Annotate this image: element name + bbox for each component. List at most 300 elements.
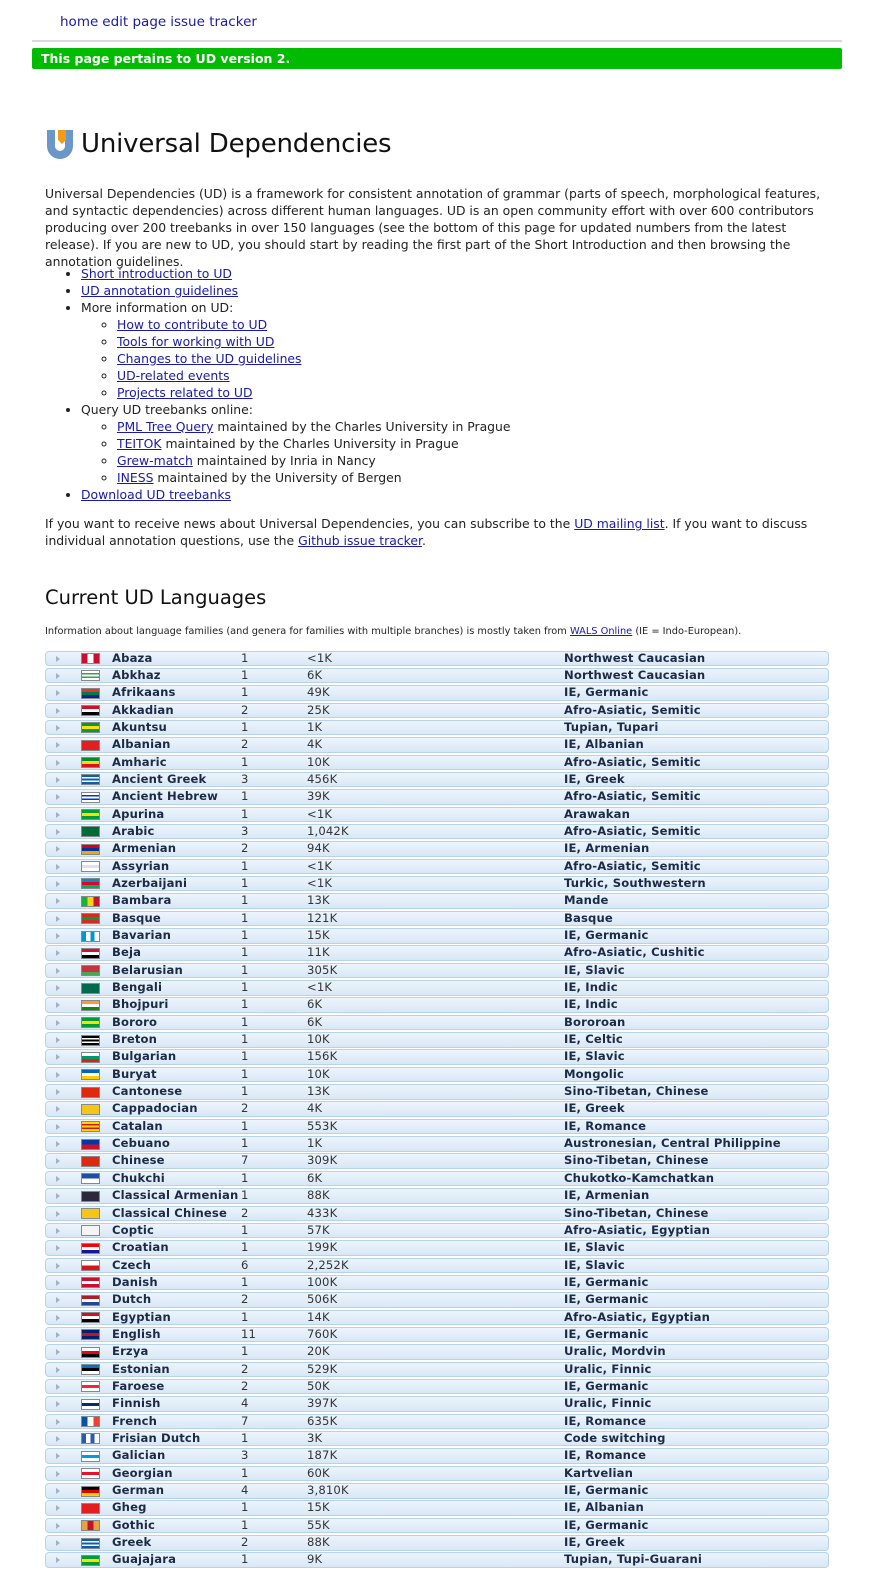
flag-icon (81, 1416, 100, 1427)
token-size: 305K (307, 962, 338, 977)
language-name: Cebuano (112, 1136, 171, 1151)
language-row[interactable] (45, 893, 829, 909)
token-size: 10K (307, 1066, 330, 1081)
flag-icon (81, 861, 100, 872)
flag-icon (81, 1295, 100, 1306)
language-row[interactable] (45, 963, 829, 979)
token-size: 3,810K (307, 1483, 349, 1497)
language-family: Tupian, Tupari (564, 719, 659, 734)
treebank-count: 1 (241, 685, 249, 700)
flag-icon (81, 1121, 100, 1132)
language-name: Abaza (112, 650, 153, 665)
token-size: 4K (307, 737, 323, 752)
expand-arrow-icon[interactable] (56, 1211, 60, 1217)
info-text-2: (IE = Indo-European). (632, 626, 742, 637)
treebank-count: 1 (241, 1309, 249, 1324)
nav-divider (32, 40, 842, 42)
language-row[interactable] (45, 807, 829, 823)
token-size: 11K (307, 945, 330, 960)
language-row[interactable] (45, 1518, 829, 1534)
token-size: 553K (307, 1118, 338, 1133)
flag-icon (81, 1243, 100, 1254)
language-row[interactable] (45, 945, 829, 961)
language-row[interactable] (45, 1448, 829, 1464)
token-size: 10K (307, 754, 330, 769)
language-row[interactable] (45, 911, 829, 927)
language-name: Amharic (112, 754, 167, 769)
token-size: 6K (307, 1170, 323, 1185)
language-family: Mande (564, 893, 609, 908)
expand-arrow-icon[interactable] (56, 1557, 60, 1563)
flag-icon (81, 792, 100, 803)
language-row[interactable] (45, 1500, 829, 1516)
expand-arrow-icon[interactable] (56, 1436, 60, 1442)
language-name: Abkhaz (112, 667, 161, 682)
expand-arrow-icon[interactable] (56, 1193, 60, 1199)
language-name: Arabic (112, 823, 155, 838)
language-family: IE, Germanic (564, 1517, 649, 1532)
language-row[interactable] (45, 772, 829, 788)
language-family: IE, Slavic (564, 1240, 625, 1255)
language-row[interactable] (45, 1292, 829, 1308)
language-name: Basque (112, 910, 161, 925)
language-name: Bambara (112, 893, 172, 908)
flag-icon (81, 896, 100, 907)
treebank-count: 2 (241, 1292, 249, 1307)
language-family: Afro-Asiatic, Semitic (564, 702, 701, 717)
expand-arrow-icon[interactable] (56, 1471, 60, 1477)
expand-arrow-icon[interactable] (56, 916, 60, 922)
token-size: 10K (307, 1032, 330, 1047)
treebank-count: 1 (241, 1014, 249, 1029)
flag-icon (81, 878, 100, 889)
language-row[interactable] (45, 1240, 829, 1256)
token-size: 6K (307, 667, 323, 682)
token-size: 635K (307, 1413, 338, 1428)
language-name: Bulgarian (112, 1049, 177, 1064)
expand-arrow-icon[interactable] (56, 1453, 60, 1459)
expand-arrow-icon[interactable] (56, 1540, 60, 1546)
language-name: Classical Armenian (112, 1188, 239, 1203)
language-family: IE, Slavic (564, 1049, 625, 1064)
language-row[interactable] (45, 737, 829, 753)
news-paragraph (45, 515, 835, 549)
language-row[interactable] (45, 685, 829, 701)
flag-icon (81, 1087, 100, 1098)
language-family: IE, Slavic (564, 1257, 625, 1272)
language-family: IE, Greek (564, 771, 625, 786)
expand-arrow-icon[interactable] (56, 1002, 60, 1008)
language-row[interactable] (45, 1379, 829, 1395)
language-name: English (112, 1326, 161, 1341)
treebank-count: 1 (241, 997, 249, 1012)
language-family: Turkic, Southwestern (564, 875, 706, 890)
language-family: Uralic, Mordvin (564, 1344, 666, 1359)
language-family: Bororoan (564, 1014, 626, 1029)
flag-icon (81, 809, 100, 820)
pml-desc: maintained by the Charles University in Prague (213, 419, 511, 434)
language-name: Breton (112, 1032, 158, 1047)
language-name: Catalan (112, 1118, 163, 1133)
language-family: IE, Indic (564, 997, 618, 1012)
flag-icon (81, 1156, 100, 1167)
news-text-3: . (421, 533, 426, 548)
language-name: Georgian (112, 1465, 173, 1480)
treebank-count: 4 (241, 1396, 249, 1411)
language-row[interactable] (45, 1101, 829, 1117)
language-family: Uralic, Finnic (564, 1361, 652, 1376)
language-name: Bengali (112, 980, 163, 995)
expand-arrow-icon[interactable] (56, 777, 60, 783)
language-family: IE, Romance (564, 1413, 647, 1428)
expand-arrow-icon[interactable] (56, 1523, 60, 1529)
token-size: <1K (307, 650, 333, 665)
short-intro-link[interactable]: Short introduction to UD (81, 266, 232, 281)
expand-arrow-icon[interactable] (56, 690, 60, 696)
treebank-count: 7 (241, 1413, 249, 1428)
language-family: IE, Armenian (564, 1188, 650, 1203)
version-banner: This page pertains to UD version 2. (32, 48, 842, 69)
token-size: 760K (307, 1326, 338, 1341)
grew-link[interactable]: Grew-match (117, 453, 193, 468)
flag-icon (81, 983, 100, 994)
language-name: Czech (112, 1257, 151, 1272)
flag-icon (81, 1208, 100, 1219)
language-family: Afro-Asiatic, Semitic (564, 823, 701, 838)
language-family: IE, Germanic (564, 685, 649, 700)
language-family: Afro-Asiatic, Semitic (564, 754, 701, 769)
expand-arrow-icon[interactable] (56, 673, 60, 679)
flag-icon (81, 670, 100, 681)
expand-arrow-icon[interactable] (56, 794, 60, 800)
language-row[interactable] (45, 789, 829, 805)
changes-link[interactable]: Changes to the UD guidelines (117, 351, 302, 366)
language-row[interactable] (45, 651, 829, 667)
language-row[interactable] (45, 1414, 829, 1430)
treebank-count: 6 (241, 1257, 249, 1272)
treebank-count: 1 (241, 858, 249, 873)
expand-arrow-icon[interactable] (56, 1072, 60, 1078)
token-size: 6K (307, 1014, 323, 1029)
expand-arrow-icon[interactable] (56, 1488, 60, 1494)
grew-desc: maintained by Inria in Nancy (192, 453, 376, 468)
token-size: 13K (307, 893, 330, 908)
expand-arrow-icon[interactable] (56, 1054, 60, 1060)
language-row[interactable] (45, 1431, 829, 1447)
language-family: Uralic, Finnic (564, 1396, 652, 1411)
flag-icon (81, 1191, 100, 1202)
language-family: IE, Greek (564, 1535, 625, 1550)
language-family: IE, Romance (564, 1118, 647, 1133)
language-row[interactable] (45, 703, 829, 719)
expand-arrow-icon[interactable] (56, 933, 60, 939)
language-row[interactable] (45, 1310, 829, 1326)
treebank-count: 4 (241, 1483, 249, 1497)
language-name: Cappadocian (112, 1101, 198, 1116)
teitok-link[interactable]: TEITOK (117, 436, 162, 451)
intro-paragraph: Universal Dependencies (UD) is a framework for consistent annotation of grammar (parts of speech, morphological features, and syntactic dependencies) across different human languages. UD is an open community effort with over 600 contributors producing over 200 treebanks in over 150 languages (see the bottom of this page for updated numbers from the latest release). If you are new to UD, you should start by reading the first part of the Short Introduction and then browsing the annotation guidelines. (45, 186, 821, 269)
expand-arrow-icon[interactable] (56, 1315, 60, 1321)
language-row[interactable] (45, 1032, 829, 1048)
expand-arrow-icon[interactable] (56, 1419, 60, 1425)
language-name: German (112, 1483, 165, 1497)
token-size: 15K (307, 1500, 330, 1515)
expand-arrow-icon[interactable] (56, 1158, 60, 1164)
expand-arrow-icon[interactable] (56, 985, 60, 991)
expand-arrow-icon[interactable] (56, 1384, 60, 1390)
wals-link[interactable]: WALS Online (569, 626, 633, 637)
expand-arrow-icon[interactable] (56, 1332, 60, 1338)
projects-link[interactable]: Projects related to UD (117, 385, 253, 400)
language-row[interactable] (45, 1084, 829, 1100)
treebank-count: 1 (241, 789, 249, 804)
language-family: IE, Albanian (564, 737, 644, 752)
language-family: IE, Germanic (564, 1292, 649, 1307)
language-family: Sino-Tibetan, Chinese (564, 1205, 709, 1220)
flag-icon (81, 948, 100, 959)
language-row[interactable] (45, 876, 829, 892)
flag-icon (81, 1503, 100, 1514)
treebank-count: 1 (241, 1049, 249, 1064)
guidelines-link[interactable]: UD annotation guidelines (81, 283, 239, 298)
expand-arrow-icon[interactable] (56, 1349, 60, 1355)
language-name: Belarusian (112, 962, 183, 977)
token-size: 456K (307, 771, 338, 786)
treebank-count: 1 (241, 1222, 249, 1237)
language-name: Danish (112, 1274, 158, 1289)
expand-arrow-icon[interactable] (56, 1124, 60, 1130)
treebank-count: 1 (241, 910, 249, 925)
expand-arrow-icon[interactable] (56, 725, 60, 731)
flag-icon (81, 1329, 100, 1340)
language-family: Afro-Asiatic, Semitic (564, 789, 701, 804)
expand-arrow-icon[interactable] (56, 760, 60, 766)
language-name: Guajajara (112, 1552, 177, 1567)
token-size: 88K (307, 1188, 330, 1203)
token-size: 187K (307, 1448, 338, 1463)
expand-arrow-icon[interactable] (56, 1263, 60, 1269)
language-row[interactable] (45, 1258, 829, 1274)
languages-heading: Current UD Languages (45, 586, 267, 609)
token-size: <1K (307, 875, 333, 890)
treebank-count: 3 (241, 771, 249, 786)
language-row[interactable] (45, 1535, 829, 1551)
treebank-count: 3 (241, 1448, 249, 1463)
language-name: Coptic (112, 1222, 155, 1237)
expand-arrow-icon[interactable] (56, 1367, 60, 1373)
language-row[interactable] (45, 997, 829, 1013)
language-name: Egyptian (112, 1309, 171, 1324)
language-row[interactable] (45, 1067, 829, 1083)
token-size: 529K (307, 1361, 338, 1376)
flag-icon (81, 1364, 100, 1375)
language-row[interactable] (45, 1153, 829, 1169)
language-row[interactable] (45, 1206, 829, 1222)
treebank-count: 1 (241, 928, 249, 942)
events-link[interactable]: UD-related events (117, 368, 230, 383)
language-table (45, 651, 829, 1570)
language-row[interactable] (45, 1223, 829, 1239)
token-size: 199K (307, 1240, 338, 1255)
language-row[interactable] (45, 1049, 829, 1065)
language-row[interactable] (45, 859, 829, 875)
language-row[interactable] (45, 1327, 829, 1343)
treebank-count: 1 (241, 1170, 249, 1185)
language-family: IE, Slavic (564, 962, 625, 977)
pml-link[interactable]: PML Tree Query (117, 419, 214, 434)
language-row[interactable] (45, 1136, 829, 1152)
language-name: Azerbaijani (112, 875, 188, 890)
token-size: 50K (307, 1378, 330, 1393)
treebank-count: 1 (241, 1066, 249, 1081)
language-name: Gheg (112, 1500, 147, 1515)
expand-arrow-icon[interactable] (56, 1037, 60, 1043)
token-size: 1K (307, 719, 323, 734)
expand-arrow-icon[interactable] (56, 1089, 60, 1095)
github-tracker-link[interactable]: Github issue tracker (298, 533, 422, 548)
language-name: Ancient Hebrew (112, 789, 219, 804)
expand-arrow-icon[interactable] (56, 1141, 60, 1147)
treebank-count: 1 (241, 1552, 249, 1567)
flag-icon (81, 1451, 100, 1462)
expand-arrow-icon[interactable] (56, 898, 60, 904)
language-name: Bororo (112, 1014, 158, 1029)
token-size: 49K (307, 685, 330, 700)
expand-arrow-icon[interactable] (56, 968, 60, 974)
language-name: Bhojpuri (112, 997, 169, 1012)
treebank-count: 2 (241, 737, 249, 752)
flag-icon (81, 1486, 100, 1497)
language-name: Buryat (112, 1066, 157, 1081)
treebank-count: 1 (241, 650, 249, 665)
treebank-count: 1 (241, 893, 249, 908)
expand-arrow-icon[interactable] (56, 812, 60, 818)
expand-arrow-icon[interactable] (56, 1505, 60, 1511)
language-row[interactable] (45, 1483, 829, 1499)
iness-link[interactable]: INESS (117, 470, 154, 485)
token-size: <1K (307, 806, 333, 821)
language-row[interactable] (45, 1344, 829, 1360)
expand-arrow-icon[interactable] (56, 1280, 60, 1286)
expand-arrow-icon[interactable] (56, 1228, 60, 1234)
token-size: 13K (307, 1084, 330, 1099)
language-name: Akkadian (112, 702, 174, 717)
expand-arrow-icon[interactable] (56, 950, 60, 956)
expand-arrow-icon[interactable] (56, 846, 60, 852)
tools-link[interactable]: Tools for working with UD (117, 334, 275, 349)
language-name: Dutch (112, 1292, 152, 1307)
language-row[interactable] (45, 668, 829, 684)
expand-arrow-icon[interactable] (56, 708, 60, 714)
language-row[interactable] (45, 841, 829, 857)
edit-page-link[interactable]: edit page (102, 14, 167, 30)
expand-arrow-icon[interactable] (56, 1401, 60, 1407)
page-header (45, 128, 391, 160)
language-row[interactable] (45, 1119, 829, 1135)
language-name: Cantonese (112, 1084, 183, 1099)
language-family: Afro-Asiatic, Semitic (564, 858, 701, 873)
token-size: 39K (307, 789, 330, 804)
info-text-1: Information about language families (and genera for families with multiple branches) is mostly taken from (45, 626, 570, 637)
language-row[interactable] (45, 1466, 829, 1482)
language-row[interactable] (45, 1015, 829, 1031)
token-size: 57K (307, 1222, 330, 1237)
home-link[interactable]: home (60, 14, 99, 30)
download-link[interactable]: Download UD treebanks (81, 487, 231, 502)
language-family: Sino-Tibetan, Chinese (564, 1153, 709, 1168)
flag-icon (81, 1468, 100, 1479)
expand-arrow-icon[interactable] (56, 881, 60, 887)
language-name: Greek (112, 1535, 152, 1550)
treebank-count: 1 (241, 1274, 249, 1289)
expand-arrow-icon[interactable] (56, 829, 60, 835)
expand-arrow-icon[interactable] (56, 864, 60, 870)
token-size: 60K (307, 1465, 330, 1480)
token-size: 55K (307, 1517, 330, 1532)
language-row[interactable] (45, 1171, 829, 1187)
flag-icon (81, 1555, 100, 1566)
flag-icon (81, 844, 100, 855)
treebank-count: 2 (241, 1101, 249, 1116)
language-name: Erzya (112, 1344, 149, 1359)
mailing-list-link[interactable]: UD mailing list (574, 516, 665, 531)
language-row[interactable] (45, 1396, 829, 1412)
flag-icon (81, 705, 100, 716)
expand-arrow-icon[interactable] (56, 1020, 60, 1026)
treebank-count: 1 (241, 962, 249, 977)
language-family: Northwest Caucasian (564, 667, 706, 682)
language-family: Afro-Asiatic, Egyptian (564, 1309, 710, 1324)
language-row[interactable] (45, 1362, 829, 1378)
language-row[interactable] (45, 928, 829, 944)
flag-icon (81, 1260, 100, 1271)
language-name: Albanian (112, 737, 171, 752)
flag-icon (81, 1347, 100, 1358)
issue-tracker-link[interactable]: issue tracker (170, 14, 257, 30)
expand-arrow-icon[interactable] (56, 1245, 60, 1251)
expand-arrow-icon[interactable] (56, 1176, 60, 1182)
language-name: Afrikaans (112, 685, 176, 700)
language-row[interactable] (45, 824, 829, 840)
expand-arrow-icon[interactable] (56, 1106, 60, 1112)
token-size: 15K (307, 928, 330, 942)
language-row[interactable] (45, 755, 829, 771)
language-row[interactable] (45, 1275, 829, 1291)
expand-arrow-icon[interactable] (56, 742, 60, 748)
treebank-count: 2 (241, 1378, 249, 1393)
language-family: Sino-Tibetan, Chinese (564, 1084, 709, 1099)
language-family: Tupian, Tupi-Guarani (564, 1552, 703, 1567)
language-row[interactable] (45, 980, 829, 996)
language-name: Chukchi (112, 1170, 165, 1185)
contribute-link[interactable]: How to contribute to UD (117, 317, 268, 332)
flag-icon (81, 1520, 100, 1531)
language-name: Bavarian (112, 928, 172, 942)
expand-arrow-icon[interactable] (56, 1297, 60, 1303)
treebank-count: 2 (241, 1205, 249, 1220)
treebank-count: 7 (241, 1153, 249, 1168)
treebank-count: 2 (241, 1535, 249, 1550)
language-row[interactable] (45, 1188, 829, 1204)
expand-arrow-icon[interactable] (56, 656, 60, 662)
token-size: <1K (307, 858, 333, 873)
language-name: Armenian (112, 841, 177, 856)
language-row[interactable] (45, 720, 829, 736)
language-name: Finnish (112, 1396, 161, 1411)
flag-icon (81, 774, 100, 785)
language-family: IE, Armenian (564, 841, 650, 856)
news-text-2: . If you want to discuss individual annotation questions, use the (45, 516, 808, 548)
